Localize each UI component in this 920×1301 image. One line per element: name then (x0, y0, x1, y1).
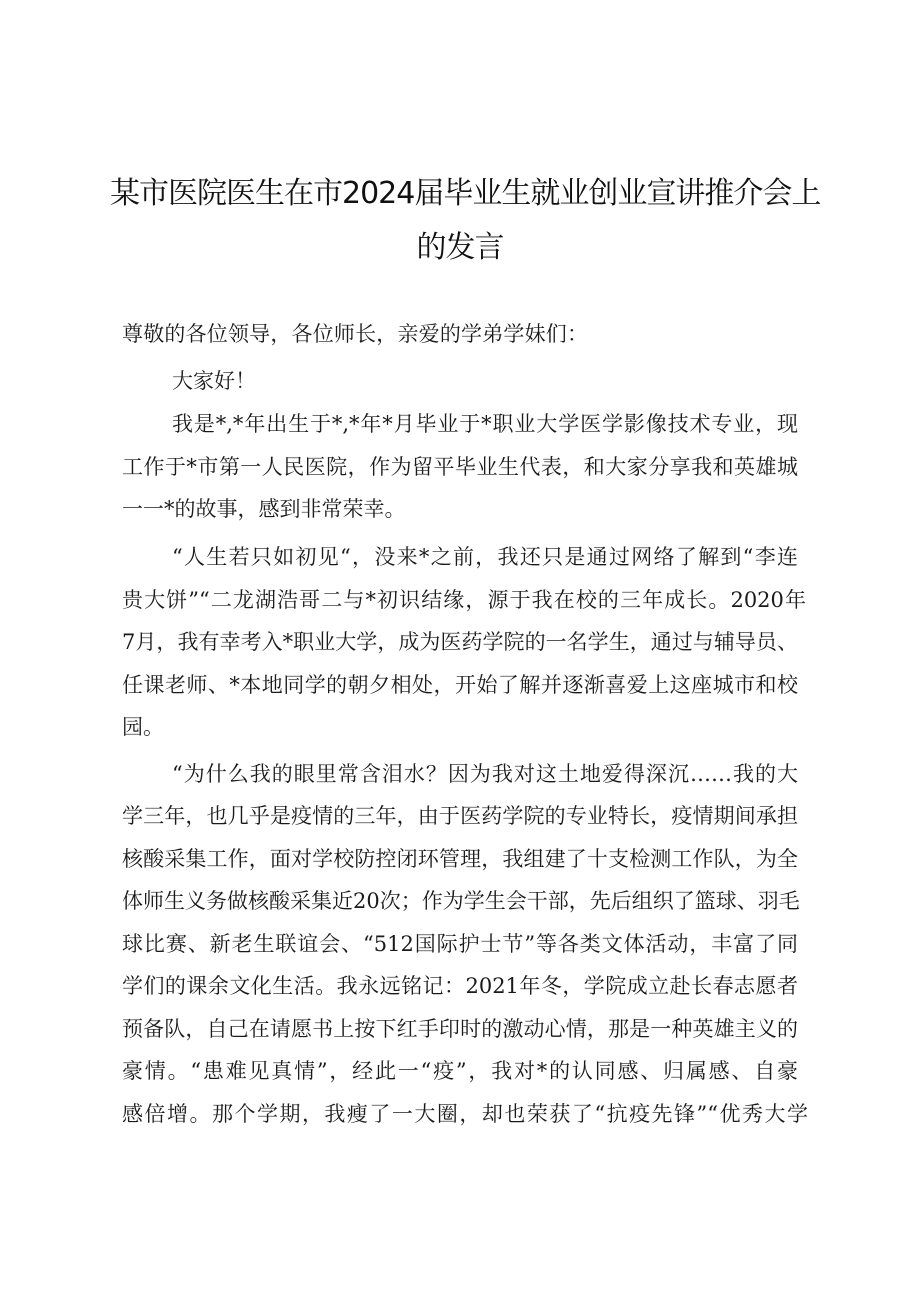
paragraph-line: 核酸采集工作，面对学校防控闭环管理，我组建了十支检测工作队，为全 (122, 847, 798, 871)
paragraph-line: 园。 (122, 715, 164, 739)
paragraph-line: 学们的课余文化生活。我永远铭记：2021年冬，学院成立赴长春志愿者 (122, 974, 798, 998)
paragraph-line: 一一*的故事，感到非常荣幸。 (122, 497, 406, 521)
paragraph-line: 体师生义务做核酸采集近20次；作为学生会干部，先后组织了篮球、羽毛 (122, 889, 800, 913)
paragraph-line: 球比赛、新老生联谊会、“512国际护士节”等各类文体活动，丰富了同 (122, 932, 798, 956)
paragraph-line: “人生若只如初见“，没来*之前，我还只是通过网络了解到“李连 (172, 545, 798, 569)
paragraph-line: 感倍增。那个学期，我瘦了一大圈，却也荣获了“抗疫先锋”“优秀大学 (122, 1102, 808, 1126)
salutation-line: 尊敬的各位领导，各位师长，亲爱的学弟学妹们： (122, 322, 588, 346)
paragraph-line: 学三年，也几乎是疫情的三年，由于医药学院的专业特长，疫情期间承担 (122, 804, 798, 828)
paragraph-line: 豪情。“患难见真情”，经此一“疫”，我对*的认同感、归属感、自豪 (122, 1059, 798, 1083)
paragraph-line: “为什么我的眼里常含泪水？因为我对这土地爱得深沉……我的大 (172, 762, 798, 786)
paragraph-line: 我是*,*年出生于*,*年*月毕业于*职业大学医学影像技术专业，现 (172, 412, 798, 436)
paragraph-line: 预备队，自己在请愿书上按下红手印时的激动心情，那是一种英雄主义的 (122, 1017, 798, 1041)
paragraph-line: 任课老师、*本地同学的朝夕相处，开始了解并逐渐喜爱上这座城市和校 (122, 673, 798, 697)
paragraph-line: 7月，我有幸考入*职业大学，成为医药学院的一名学生，通过与辅导员、 (122, 630, 798, 654)
document-title-line-2: 的发言 (416, 230, 504, 265)
document-title-line-1: 某市医院医生在市2024届毕业生就业创业宣讲推介会上 (110, 176, 821, 211)
paragraph-line: 工作于*市第一人民医院，作为留平毕业生代表，和大家分享我和英雄城 (122, 455, 798, 479)
greeting-line: 大家好！ (172, 369, 256, 393)
paragraph-line: 贵大饼”“二龙湖浩哥二与*初识结缘，源于我在校的三年成长。2020年 (122, 588, 806, 612)
